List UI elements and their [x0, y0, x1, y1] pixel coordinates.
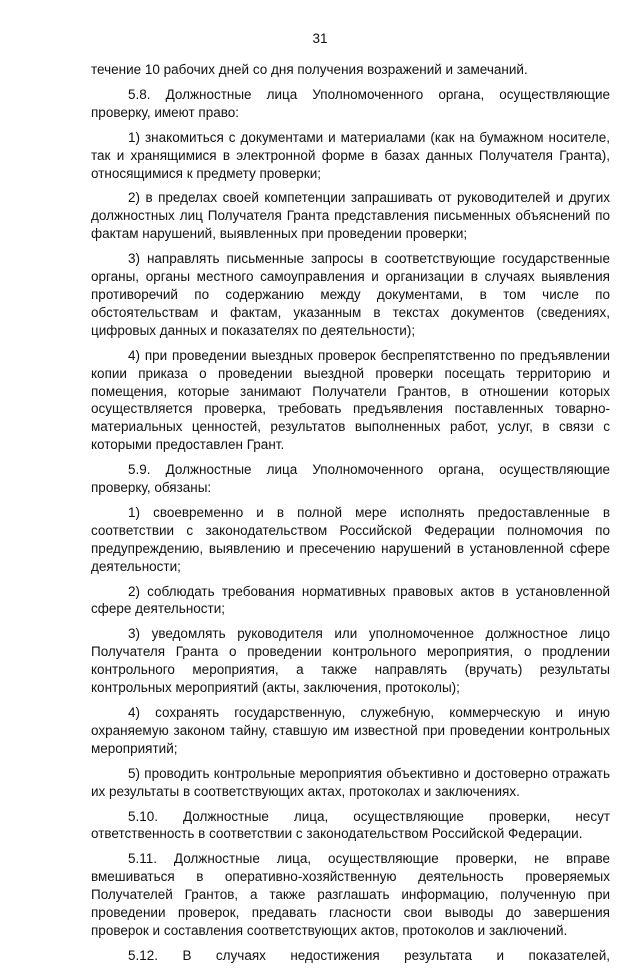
paragraph: 3) уведомлять руководителя или уполномоченное должностное лицо Получателя Гранта о проведении контрольного мероприятия, о продлении контрольного мероприятия, а также направлять (вручать) результаты контрольных мероприятий (акты, заключения, протоколы);	[91, 626, 610, 696]
paragraph: 3) направлять письменные запросы в соответствующие государственные органы, органы местного самоуправления и организации в случаях выявления противоречий по содержанию между документами, в том числе по обстоятельствам и фактам, указанным в текстах документов (сведениях, цифровых данных и показателях по деятельности);	[91, 251, 610, 338]
paragraph: 5.8. Должностные лица Уполномоченного органа, осуществляющие проверку, имеют право:	[91, 86, 610, 120]
paragraph: 5) проводить контрольные мероприятия объективно и достоверно отражать их результаты в соответствующих актах, протоколах и заключениях.	[91, 765, 610, 799]
paragraph: 1) своевременно и в полной мере исполнять предоставленные в соответствии с законодательством Российской Федерации полномочия по предупреждению, выявлению и пресечению нарушений в установленной сфере деятельности;	[91, 504, 610, 574]
paragraph: 5.12. В случаях недостижения результата и показателей,	[128, 947, 610, 963]
paragraph: 1) знакомиться с документами и материалами (как на бумажном носителе, так и хранящимися в электронной форме в базах данных Получателя Гранта), относящимися к предмету проверки;	[91, 129, 610, 181]
paragraph: 2) соблюдать требования нормативных правовых актов в установленной сфере деятельности;	[91, 583, 610, 617]
page-number: 31	[312, 31, 328, 46]
paragraph: 5.10. Должностные лица, осуществляющие проверки, несут ответственность в соответствии с законодательством Российской Федерации.	[91, 808, 610, 842]
paragraph: 4) при проведении выездных проверок беспрепятственно по предъявлении копии приказа о проведении выездной проверки посещать территорию и помещения, которые занимают Получатели Грантов, в отношении которых осуществляется проверка, требовать предъявления поставленных товарно-материальных ценностей, результатов выполненных работ, услуг, в связи с которыми предоставлен Грант.	[91, 347, 610, 453]
document-body	[91, 61, 610, 972]
paragraph: 4) сохранять государственную, служебную, коммерческую и иную охраняемую законом тайну, ставшую им известной при проведении контрольных мероприятий;	[91, 705, 610, 756]
paragraph: 5.11. Должностные лица, осуществляющие проверки, не вправе вмешиваться в оперативно-хозяйственную деятельность проверяемых Получателей Грантов, а также разглашать информацию, полученную при проведении проверок, предавать гласности свои выводы до завершения проверок и составления соответствующих актов, протоколов и заключений.	[91, 851, 610, 938]
paragraph: 5.9. Должностные лица Уполномоченного органа, осуществляющие проверку, обязаны:	[91, 462, 610, 496]
paragraph: течение 10 рабочих дней со дня получения возражений и замечаний.	[91, 62, 528, 77]
paragraph: 2) в пределах своей компетенции запрашивать от руководителей и других должностных лиц Получателя Гранта представления письменных объяснений по фактам нарушений, выявленных при проведении проверки;	[91, 190, 610, 242]
